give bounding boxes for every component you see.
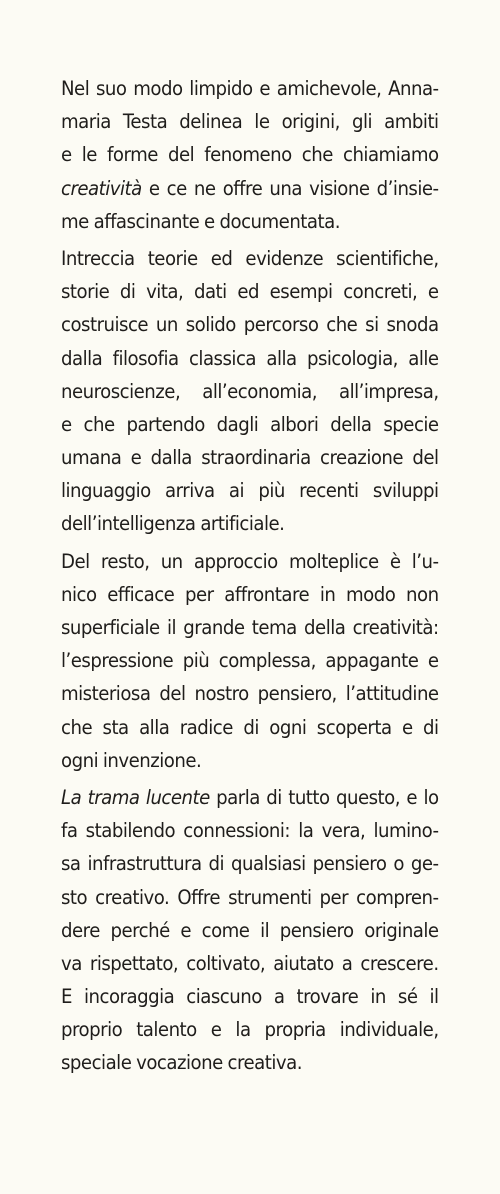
text-run: Intreccia teorie ed evidenze scientifiche, (61, 246, 439, 270)
paragraph-1-line-3 (61, 138, 439, 171)
text-run: sa infrastruttura di qualsiasi pensiero o ge- (61, 852, 439, 876)
text-run: e che partendo dagli albori della specie (61, 412, 439, 436)
text-run: parla di tutto questo, e lo (209, 785, 439, 809)
text-run: proprio talento e la propria individuale, (61, 1018, 439, 1042)
italic-title-text: La trama lucente (61, 785, 210, 809)
text-run: nico efficace per affrontare in modo non (61, 582, 439, 606)
paragraph-2-line-7 (61, 441, 439, 474)
paragraph-4-line-3 (61, 847, 439, 880)
paragraph-2-line-4 (61, 342, 439, 375)
paragraph-1-line-2 (61, 105, 439, 138)
paragraph-4-line-2 (61, 814, 439, 847)
text-run: dalla filosofia classica alla psicologia, alle (61, 346, 439, 370)
text-run: e ce ne offre una visione d’insie- (141, 176, 439, 200)
paragraph-3-line-1 (61, 545, 439, 578)
paragraph-3-line-7 (61, 744, 439, 777)
paragraph-2-line-1 (61, 242, 439, 275)
text-run: Nel suo modo limpido e amichevole, Anna- (61, 77, 439, 100)
paragraph-4-line-6 (61, 947, 439, 980)
text-run: storie di vita, dati ed esempi concreti, e (61, 280, 439, 304)
paragraph-4-line-4 (61, 881, 439, 914)
paragraph-4-line-5 (61, 914, 439, 947)
text-run: Del resto, un approccio molteplice è l’u- (61, 549, 439, 573)
text-run: maria Testa delinea le origini, gli ambiti (61, 110, 439, 134)
text-run: dere perché e come il pensiero originale (61, 918, 439, 942)
paragraph-4-line-9 (61, 1046, 439, 1079)
paragraph-3-line-2 (61, 578, 439, 611)
text-run: linguaggio arriva ai più recenti sviluppi (61, 479, 439, 503)
paragraph-4-line-7 (61, 980, 439, 1013)
text-run: l’espressione più complessa, appagante e (61, 649, 439, 673)
paragraph-1-line-5 (61, 205, 439, 238)
paragraph-3-line-5 (61, 677, 439, 710)
back-cover-text (61, 72, 439, 1080)
paragraph-2-line-3 (61, 308, 439, 341)
text-run: va rispettato, coltivato, aiutato a crescere. (61, 951, 439, 975)
paragraph-2-line-2 (61, 275, 439, 308)
paragraph-3-line-4 (61, 644, 439, 677)
paragraph-3-line-6 (61, 711, 439, 744)
italic-title-text: creatività (61, 176, 142, 200)
paragraph-1-line-4 (61, 172, 439, 205)
text-run: ogni invenzione. (61, 748, 202, 772)
text-run: fa stabilendo connessioni: la vera, lumino- (61, 819, 439, 843)
text-run: dell’intelligenza artificiale. (61, 512, 285, 536)
text-run: speciale vocazione creativa. (61, 1051, 302, 1075)
paragraph-4-line-8 (61, 1013, 439, 1046)
paragraph-1-line-1 (61, 72, 439, 105)
text-run: e le forme del fenomeno che chiamiamo (61, 143, 439, 167)
text-run: umana e dalla straordinaria creazione del (61, 446, 439, 470)
text-run: E incoraggia ciascuno a trovare in sé il (61, 985, 439, 1009)
text-run: neuroscienze, all’economia, all’impresa, (61, 379, 439, 403)
paragraph-3-line-3 (61, 611, 439, 644)
paragraph-4-line-1 (61, 781, 439, 814)
text-run: costruisce un solido percorso che si snoda (61, 313, 439, 337)
paragraph-2-line-8 (61, 474, 439, 507)
paragraph-2-line-5 (61, 375, 439, 408)
text-run: superficiale il grande tema della creatività: (61, 616, 439, 639)
text-run: me affascinante e documentata. (61, 209, 340, 233)
text-run: misteriosa del nostro pensiero, l’attitudine (61, 682, 439, 706)
text-run: che sta alla radice di ogni scoperta e di (61, 715, 439, 739)
paragraph-2-line-9 (61, 507, 439, 540)
paragraph-2-line-6 (61, 408, 439, 441)
text-run: sto creativo. Offre strumenti per compren- (61, 885, 439, 909)
